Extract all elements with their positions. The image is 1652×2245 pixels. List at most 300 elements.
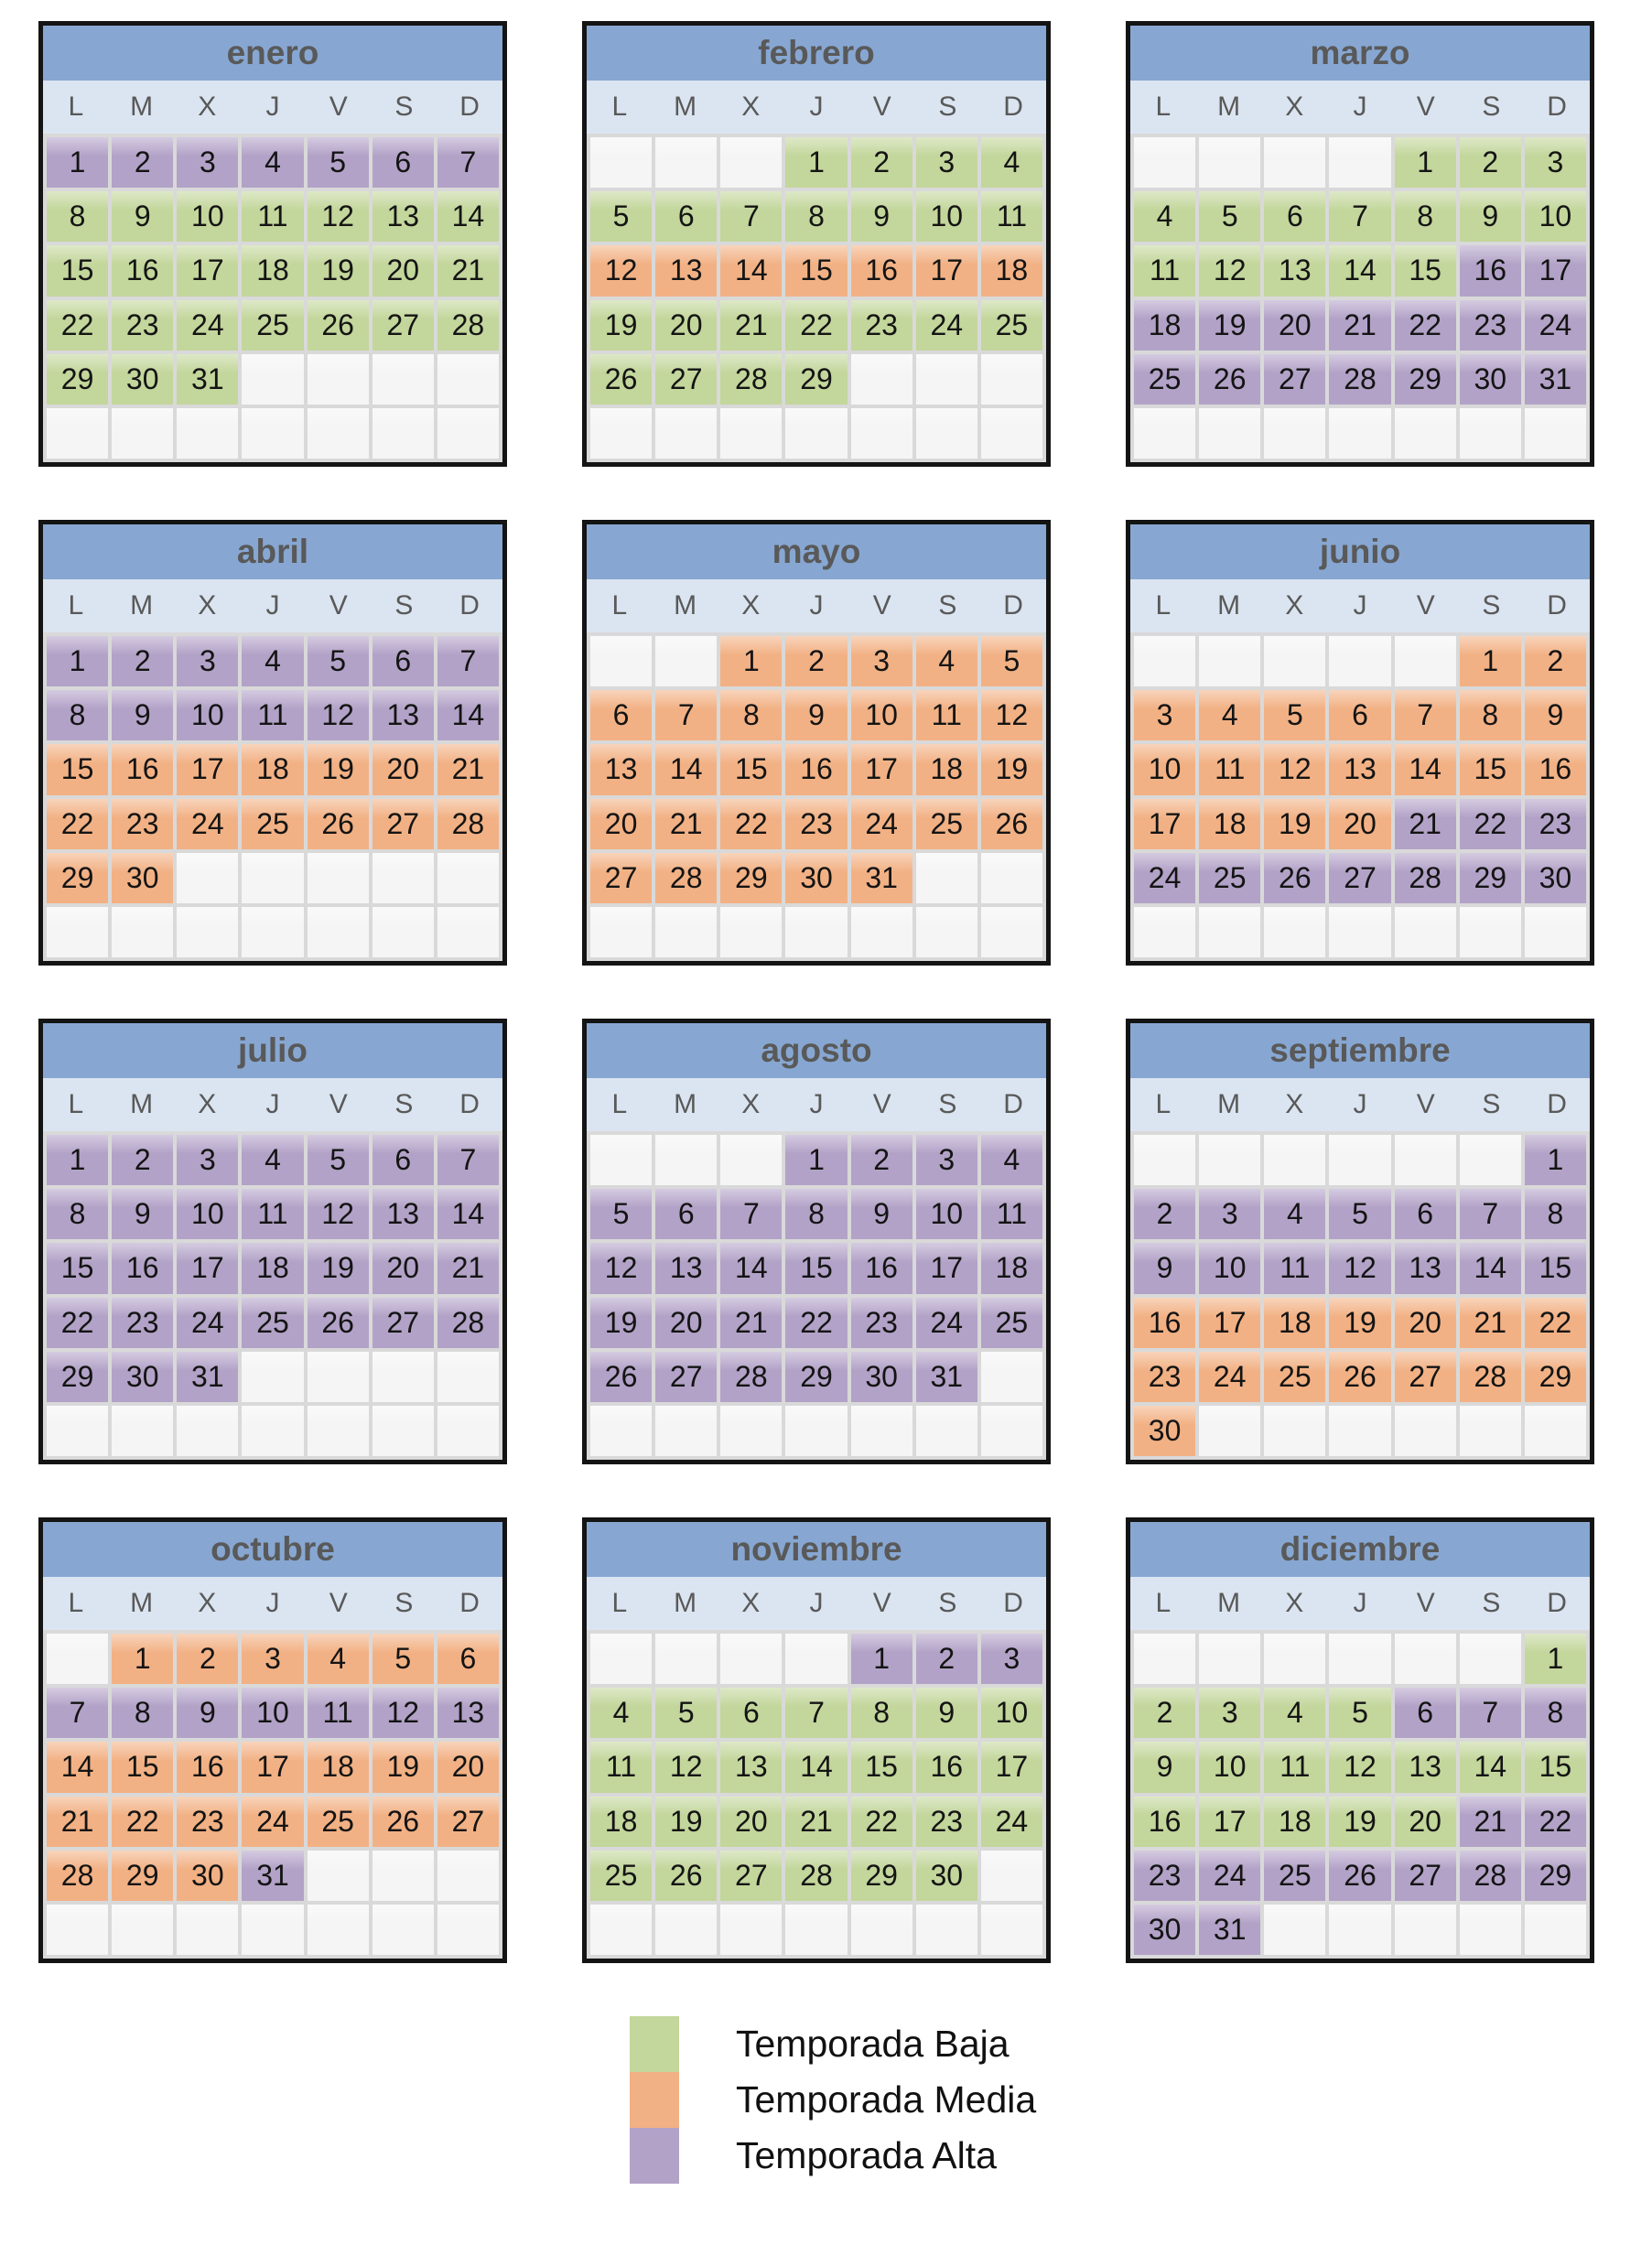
weekday-header-row [587,81,1046,134]
day-cell: 7 [655,690,717,740]
day-cell: 19 [373,1742,434,1792]
empty-cell [1199,907,1260,957]
day-cell: 16 [177,1742,238,1792]
day-cell: 15 [785,245,847,296]
weekday-letter: L [1155,1089,1172,1119]
empty-cell [112,408,173,459]
day-cell: 30 [1134,1905,1195,1955]
weekday-letter: L [611,92,628,122]
empty-cell [1329,1406,1390,1456]
day-cell: 22 [47,300,108,351]
weekday-letter: J [265,92,280,122]
day-cell: 12 [981,690,1042,740]
day-cell: 14 [437,690,499,740]
day-cell: 18 [242,245,303,296]
empty-cell [1395,636,1456,686]
weekday-letter: V [329,1588,348,1618]
day-grid [43,1131,502,1460]
day-cell: 19 [308,744,369,794]
day-cell: 16 [112,245,173,296]
day-cell: 31 [177,1352,238,1402]
weekday-letter: S [1482,92,1501,122]
day-cell: 8 [1460,690,1521,740]
day-cell: 4 [242,636,303,686]
day-cell: 9 [1134,1742,1195,1792]
day-cell: 30 [112,853,173,903]
day-cell: 25 [916,799,977,849]
day-cell: 2 [1525,636,1586,686]
day-cell: 24 [916,1298,977,1348]
day-cell: 1 [720,636,782,686]
day-cell: 25 [590,1851,652,1901]
day-cell: 19 [1329,1298,1390,1348]
day-cell: 25 [1264,1851,1325,1901]
day-cell: 29 [1460,853,1521,903]
empty-cell [655,1406,717,1456]
weekday-letter: D [459,1588,480,1618]
day-cell: 25 [981,1298,1042,1348]
day-cell: 19 [1199,300,1260,351]
day-cell: 6 [373,1135,434,1185]
weekday-letter: X [1285,1588,1304,1618]
day-cell: 16 [1134,1298,1195,1348]
weekday-letter: L [68,590,84,621]
weekday-letter: L [1155,92,1172,122]
empty-cell [1134,408,1195,459]
day-cell: 25 [242,300,303,351]
month-enero [38,21,507,467]
day-cell: 18 [981,245,1042,296]
empty-cell [1395,1135,1456,1185]
day-cell: 27 [373,300,434,351]
empty-cell [1329,907,1390,957]
weekday-letter: D [1547,1089,1567,1119]
empty-cell [1264,1634,1325,1684]
empty-cell [437,1905,499,1955]
day-cell: 13 [1329,744,1390,794]
day-cell: 4 [1199,690,1260,740]
day-cell: 25 [981,300,1042,351]
empty-cell [1264,1406,1325,1456]
day-cell: 1 [785,1135,847,1185]
empty-cell [1264,907,1325,957]
empty-cell [590,1135,652,1185]
day-cell: 26 [590,354,652,405]
day-cell: 27 [1395,1851,1456,1901]
day-cell: 28 [720,1352,782,1402]
day-cell: 1 [851,1634,912,1684]
day-cell: 8 [1525,1688,1586,1738]
day-cell: 5 [590,1189,652,1239]
day-cell: 22 [47,1298,108,1348]
day-cell: 7 [437,636,499,686]
weekday-letter: S [394,1089,414,1119]
empty-cell [851,907,912,957]
month-title-noviembre: noviembre [587,1522,1046,1577]
day-cell: 26 [308,300,369,351]
empty-cell [981,1851,1042,1901]
months-grid [38,21,1594,1963]
day-cell: 2 [851,1135,912,1185]
day-grid [43,1630,502,1959]
day-cell: 14 [785,1742,847,1792]
empty-cell [785,1634,847,1684]
day-cell: 10 [242,1688,303,1738]
day-cell: 12 [308,1189,369,1239]
weekday-header-row [1130,579,1590,632]
day-cell: 29 [47,853,108,903]
day-cell: 20 [1329,799,1390,849]
weekday-letter: X [198,590,217,621]
empty-cell [590,1406,652,1456]
day-cell: 23 [1134,1352,1195,1402]
day-cell: 3 [177,636,238,686]
weekday-letter: L [1155,590,1172,621]
day-cell: 28 [1460,1851,1521,1901]
weekday-letter: M [1217,92,1241,122]
weekday-header-row [1130,81,1590,134]
day-cell: 21 [1460,1797,1521,1847]
day-cell: 9 [112,191,173,242]
day-cell: 6 [1395,1189,1456,1239]
day-cell: 4 [981,1135,1042,1185]
day-cell: 1 [785,137,847,188]
empty-cell [851,1406,912,1456]
weekday-letter: L [68,1588,84,1618]
day-cell: 18 [916,744,977,794]
day-cell: 1 [47,1135,108,1185]
day-cell: 30 [177,1851,238,1901]
day-cell: 30 [785,853,847,903]
day-cell: 8 [47,1189,108,1239]
day-cell: 20 [720,1797,782,1847]
day-cell: 31 [242,1851,303,1901]
day-cell: 7 [1460,1189,1521,1239]
empty-cell [437,907,499,957]
weekday-letter: M [1217,590,1241,621]
weekday-letter: J [809,590,824,621]
day-cell: 27 [1395,1352,1456,1402]
day-cell: 27 [1329,853,1390,903]
day-cell: 25 [242,799,303,849]
day-cell: 7 [785,1688,847,1738]
day-grid [43,134,502,462]
empty-cell [1525,1406,1586,1456]
day-grid [587,134,1046,462]
day-cell: 11 [308,1688,369,1738]
day-cell: 2 [112,636,173,686]
weekday-letter: D [1547,1588,1567,1618]
weekday-letter: V [872,590,891,621]
day-cell: 4 [916,636,977,686]
day-cell: 24 [1199,1851,1260,1901]
day-cell: 15 [47,245,108,296]
day-cell: 9 [1525,690,1586,740]
weekday-letter: V [1416,590,1435,621]
empty-cell [785,1905,847,1955]
day-cell: 30 [1134,1406,1195,1456]
empty-cell [1525,907,1586,957]
empty-cell [1199,1406,1260,1456]
day-cell: 17 [916,245,977,296]
day-cell: 28 [437,1298,499,1348]
day-cell: 17 [242,1742,303,1792]
day-cell: 5 [1329,1189,1390,1239]
empty-cell [851,1905,912,1955]
day-cell: 4 [1264,1189,1325,1239]
empty-cell [1329,1135,1390,1185]
day-cell: 21 [785,1797,847,1847]
weekday-letter: J [1353,1089,1367,1119]
month-abril [38,520,507,966]
empty-cell [1199,1135,1260,1185]
empty-cell [242,1406,303,1456]
weekday-letter: L [611,1089,628,1119]
day-cell: 22 [47,799,108,849]
empty-cell [47,1634,108,1684]
day-cell: 28 [1395,853,1456,903]
day-cell: 14 [47,1742,108,1792]
day-cell: 24 [916,300,977,351]
day-cell: 26 [655,1851,717,1901]
day-cell: 7 [437,1135,499,1185]
weekday-letter: V [1416,1588,1435,1618]
empty-cell [916,408,977,459]
weekday-letter: V [329,1089,348,1119]
day-cell: 7 [47,1688,108,1738]
weekday-letter: X [741,92,761,122]
day-cell: 11 [1134,245,1195,296]
weekday-header-row [43,1078,502,1131]
day-cell: 24 [981,1797,1042,1847]
empty-cell [1395,408,1456,459]
empty-cell [373,907,434,957]
day-cell: 14 [1460,1243,1521,1293]
empty-cell [720,1135,782,1185]
day-cell: 14 [1329,245,1390,296]
day-cell: 27 [373,799,434,849]
day-cell: 14 [720,245,782,296]
weekday-letter: M [130,92,154,122]
day-cell: 4 [1134,191,1195,242]
day-cell: 3 [177,137,238,188]
month-title-octubre: octubre [43,1522,502,1577]
weekday-header-row [43,579,502,632]
day-cell: 7 [1460,1688,1521,1738]
day-cell: 13 [373,690,434,740]
weekday-letter: J [265,1588,280,1618]
weekday-letter: L [611,1588,628,1618]
day-cell: 6 [437,1634,499,1684]
month-septiembre [1126,1019,1594,1464]
empty-cell [1460,1634,1521,1684]
day-cell: 2 [851,137,912,188]
weekday-letter: M [674,1089,697,1119]
day-cell: 8 [112,1688,173,1738]
day-cell: 3 [981,1634,1042,1684]
day-cell: 12 [308,191,369,242]
empty-cell [720,137,782,188]
day-grid [1130,1131,1590,1460]
empty-cell [437,853,499,903]
day-cell: 12 [308,690,369,740]
day-cell: 11 [1264,1742,1325,1792]
day-cell: 7 [720,191,782,242]
day-cell: 26 [1264,853,1325,903]
day-cell: 19 [981,744,1042,794]
day-cell: 27 [590,853,652,903]
day-cell: 17 [1134,799,1195,849]
day-cell: 12 [373,1688,434,1738]
empty-cell [177,408,238,459]
day-cell: 20 [1264,300,1325,351]
weekday-letter: J [265,1089,280,1119]
day-cell: 28 [47,1851,108,1901]
month-title-febrero: febrero [587,26,1046,81]
day-cell: 11 [242,1189,303,1239]
weekday-letter: X [198,1588,217,1618]
empty-cell [1199,137,1260,188]
day-cell: 14 [720,1243,782,1293]
weekday-letter: X [198,92,217,122]
month-octubre [38,1517,507,1963]
day-cell: 28 [1460,1352,1521,1402]
empty-cell [1395,907,1456,957]
day-cell: 26 [1199,354,1260,405]
empty-cell [720,408,782,459]
month-title-mayo: mayo [587,524,1046,579]
weekday-letter: X [198,1089,217,1119]
day-cell: 2 [1460,137,1521,188]
day-cell: 26 [1329,1352,1390,1402]
empty-cell [590,1634,652,1684]
weekday-letter: S [1482,1089,1501,1119]
day-cell: 10 [851,690,912,740]
day-cell: 1 [1525,1135,1586,1185]
weekday-header-row [587,579,1046,632]
empty-cell [1395,1634,1456,1684]
day-cell: 19 [308,245,369,296]
weekday-letter: J [809,1089,824,1119]
day-cell: 11 [590,1742,652,1792]
weekday-letter: D [1547,92,1567,122]
weekday-header-row [1130,1577,1590,1630]
empty-cell [1199,1634,1260,1684]
weekday-letter: X [1285,1089,1304,1119]
day-cell: 24 [851,799,912,849]
media-label: Temporada Media [736,2078,1037,2121]
day-cell: 13 [373,191,434,242]
day-cell: 8 [785,1189,847,1239]
empty-cell [720,1406,782,1456]
day-cell: 7 [720,1189,782,1239]
day-cell: 20 [655,300,717,351]
day-cell: 17 [1199,1797,1260,1847]
day-cell: 26 [1329,1851,1390,1901]
weekday-letter: V [872,1588,891,1618]
day-cell: 8 [785,191,847,242]
day-cell: 11 [1264,1243,1325,1293]
day-cell: 21 [720,300,782,351]
day-grid [587,632,1046,961]
day-cell: 17 [177,245,238,296]
day-cell: 11 [242,191,303,242]
empty-cell [655,137,717,188]
day-cell: 19 [590,300,652,351]
day-cell: 2 [785,636,847,686]
day-cell: 1 [47,137,108,188]
empty-cell [437,1406,499,1456]
day-cell: 3 [177,1135,238,1185]
weekday-letter: J [809,1588,824,1618]
empty-cell [47,1905,108,1955]
month-julio [38,1019,507,1464]
day-cell: 19 [590,1298,652,1348]
baja-label: Temporada Baja [736,2023,1010,2065]
day-cell: 4 [308,1634,369,1684]
empty-cell [1460,1135,1521,1185]
empty-cell [242,408,303,459]
day-cell: 27 [720,1851,782,1901]
empty-cell [1329,636,1390,686]
day-cell: 11 [242,690,303,740]
day-grid [587,1630,1046,1959]
month-marzo [1126,21,1594,467]
empty-cell [916,354,977,405]
day-cell: 29 [1395,354,1456,405]
empty-cell [1460,1905,1521,1955]
weekday-letter: D [1003,92,1023,122]
empty-cell [308,1352,369,1402]
day-cell: 24 [177,799,238,849]
day-cell: 21 [437,245,499,296]
day-cell: 10 [177,690,238,740]
day-cell: 19 [1264,799,1325,849]
weekday-letter: D [459,92,480,122]
empty-cell [242,907,303,957]
day-cell: 30 [1525,853,1586,903]
day-cell: 28 [437,799,499,849]
day-cell: 10 [177,191,238,242]
day-cell: 25 [242,1298,303,1348]
day-cell: 31 [177,354,238,405]
legend-row-baja [630,2016,1036,2072]
day-cell: 29 [720,853,782,903]
day-cell: 16 [851,245,912,296]
weekday-header-row [43,1577,502,1630]
day-cell: 16 [1460,245,1521,296]
day-cell: 21 [437,1243,499,1293]
day-cell: 16 [851,1243,912,1293]
day-cell: 10 [916,1189,977,1239]
day-cell: 9 [1134,1243,1195,1293]
empty-cell [785,1406,847,1456]
day-cell: 30 [112,1352,173,1402]
day-cell: 30 [916,1851,977,1901]
day-cell: 13 [655,1243,717,1293]
month-diciembre [1126,1517,1594,1963]
day-cell: 12 [655,1742,717,1792]
weekday-letter: M [674,590,697,621]
weekday-letter: M [130,1588,154,1618]
empty-cell [981,1352,1042,1402]
empty-cell [308,907,369,957]
day-cell: 10 [1199,1742,1260,1792]
empty-cell [1460,408,1521,459]
day-cell: 15 [1525,1243,1586,1293]
weekday-letter: V [1416,92,1435,122]
day-cell: 3 [916,1135,977,1185]
